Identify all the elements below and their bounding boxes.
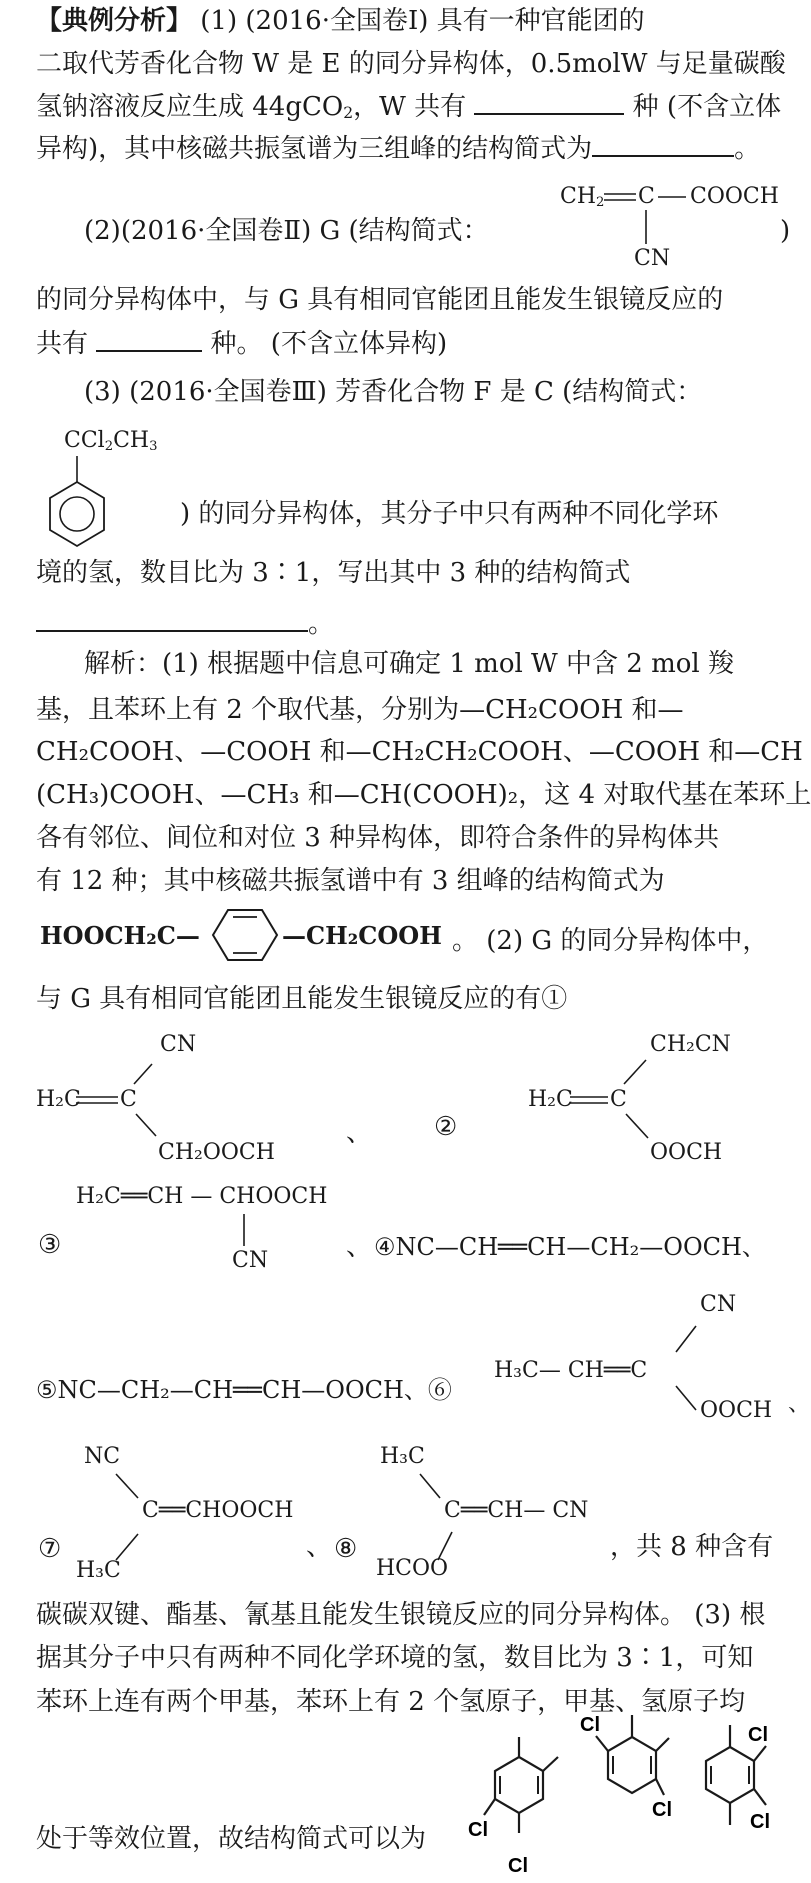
q3-line3: 境的氢，数目比为 3∶1，写出其中 3 种的结构简式 (36, 558, 631, 588)
w-struct-left: HOOCH₂C— (40, 921, 200, 950)
isomer7-main: C══CHOOCH (142, 1498, 294, 1523)
q2-cooch: COOCH (690, 184, 779, 209)
q1-number: (1) (200, 6, 238, 36)
q3-ch3: CH (113, 428, 150, 453)
answer2-cl-top: Cl (580, 1714, 600, 1736)
analysis-line8: 与 G 具有相同官能团且能发生银镜反应的有① (36, 984, 568, 1014)
q1-line3-b: ，W 共有 (353, 92, 467, 122)
q1-line3-c: 种 (不含立体 (632, 92, 782, 122)
q1-source: (2016·全国卷Ⅰ) (245, 6, 429, 36)
conclusion-line3: 苯环上连有两个甲基，苯环上有 2 个氢原子，甲基、氢原子均 (36, 1687, 746, 1717)
answer1-cl-left: Cl (468, 1819, 488, 1841)
isomer7-number: ⑦ (38, 1534, 62, 1564)
answer2-cl-bottom: Cl (652, 1799, 672, 1821)
q3-ccl2-sub: 2 (104, 439, 114, 454)
isomer3-cn: CN (232, 1248, 269, 1273)
isomer7-h3c: H₃C (76, 1558, 121, 1583)
conclusion-line1: 碳碳双键、酯基、氰基且能发生银镜反应的同分异构体。 (3) 根 (36, 1600, 766, 1630)
q1-line3-a: 氢钠溶液反应生成 44gCO (36, 92, 344, 122)
q1-line4-a: 异构)，其中核磁共振氢谱为三组峰的结构简式为 (36, 134, 593, 164)
answer-structure-3 (706, 1724, 770, 1833)
q2-line2: 的同分异构体中，与 G 具有相同官能团且能发生银镜反应的 (36, 285, 724, 315)
q2-ch2: CH (560, 184, 597, 209)
q2-line3-b: 种。 (不含立体异构) (210, 329, 448, 359)
q2-ch2-sub: 2 (596, 195, 605, 210)
analysis-line4: (CH₃)COOH、—CH₃ 和—CH(COOH)₂，这 4 对取代基在苯环上 (36, 780, 811, 810)
answer1-cl-bottom: Cl (508, 1855, 528, 1877)
analysis-line5: 各有邻位、间位和对位 3 种异构体，即符合条件的异构体共 (36, 823, 720, 853)
isomer7-nc: NC (84, 1444, 121, 1469)
q3-line4-end: 。 (308, 609, 335, 639)
answer-structure-1 (468, 1737, 558, 1877)
isomer4: ④NC—CH══CH—CH₂—OOCH、 (374, 1233, 766, 1261)
analysis-line1: 解析：(1) 根据题中信息可确定 1 mol W 中含 2 mol 羧 (84, 649, 735, 679)
isomer2-h2c: H₂C (528, 1087, 573, 1112)
isomer2-oocH: OOCH (650, 1140, 723, 1165)
isomer6-oocH: OOCH (700, 1398, 773, 1423)
w-struct-right: —CH₂COOH (282, 921, 442, 950)
q2-line3-a: 共有 (36, 329, 89, 359)
isomer1-sep: 、 (346, 1118, 373, 1148)
isomer1-c: C (120, 1087, 137, 1112)
analysis-line3: CH₂COOH、—COOH 和—CH₂CH₂COOH、—COOH 和—CH (36, 737, 803, 767)
isomer8-tail: ，共 8 种含有 (610, 1532, 774, 1562)
isomer8-main: C══CH— CN (444, 1498, 589, 1523)
conclusion-line2: 据其分子中只有两种不同化学环境的氢，数目比为 3∶1，可知 (36, 1643, 754, 1673)
q1-line1-tail: 具有一种官能团的 (436, 6, 645, 36)
isomer1-h2c: H₂C (36, 1087, 81, 1112)
isomer2-ch2cn: CH₂CN (650, 1032, 731, 1057)
isomer6-sep: 、 (788, 1392, 811, 1417)
q2-close: ) (780, 216, 791, 246)
isomer8-hcoo: HCOO (376, 1556, 449, 1581)
q3-ch3-sub: 3 (149, 439, 158, 454)
q2-line1: (2)(2016·全国卷Ⅱ) G (结构简式： (84, 216, 489, 246)
isomer6-cn: CN (700, 1292, 737, 1317)
analysis-line6: 有 12 种；其中核磁共振氢谱中有 3 组峰的结构简式为 (36, 866, 665, 896)
isomer1-ch2oocH: CH₂OOCH (158, 1140, 275, 1165)
answer3-cl-bottom: Cl (750, 1811, 770, 1833)
q1-line4-end: 。 (734, 134, 761, 164)
isomer8-number: ⑧ (334, 1534, 358, 1564)
section-header: 【典例分析】 (36, 6, 193, 36)
q3-ccl2: CCl (64, 428, 105, 453)
q3-line1: (3) (2016·全国卷Ⅲ) 芳香化合物 F 是 C (结构简式： (84, 377, 703, 407)
answer-structure-2 (580, 1714, 672, 1821)
analysis-line7-tail: 。 (2) G 的同分异构体中， (452, 926, 769, 956)
q1-line2: 二取代芳香化合物 W 是 E 的同分异构体，0.5molW 与足量碳酸 (36, 49, 786, 79)
isomer3-sep: 、 (346, 1232, 373, 1262)
isomer1-cn: CN (160, 1032, 197, 1057)
isomer2-number: ② (434, 1112, 458, 1142)
isomer3-main: H₂C══CH — CHOOCH (76, 1184, 328, 1209)
isomer8-h3c: H₃C (380, 1444, 425, 1469)
isomer5: ⑤NC—CH₂—CH══CH—OOCH、⑥ (36, 1376, 452, 1404)
q2-cn: CN (634, 246, 671, 271)
q3-line2: ) 的同分异构体，其分子中只有两种不同化学环 (180, 499, 719, 529)
answer3-cl-top: Cl (748, 1724, 768, 1746)
q2-c: C (638, 184, 655, 209)
isomer6-main: H₃C— CH══C (494, 1358, 648, 1383)
analysis-line2: 基，且苯环上有 2 个取代基，分别为—CH₂COOH 和— (36, 695, 684, 725)
conclusion-line4: 处于等效位置，故结构简式可以为 (36, 1824, 427, 1854)
isomer7-sep: 、 (306, 1532, 333, 1562)
isomer2-c: C (610, 1087, 627, 1112)
q1-co2-sub: 2 (343, 104, 354, 122)
isomer3-number: ③ (38, 1230, 62, 1260)
